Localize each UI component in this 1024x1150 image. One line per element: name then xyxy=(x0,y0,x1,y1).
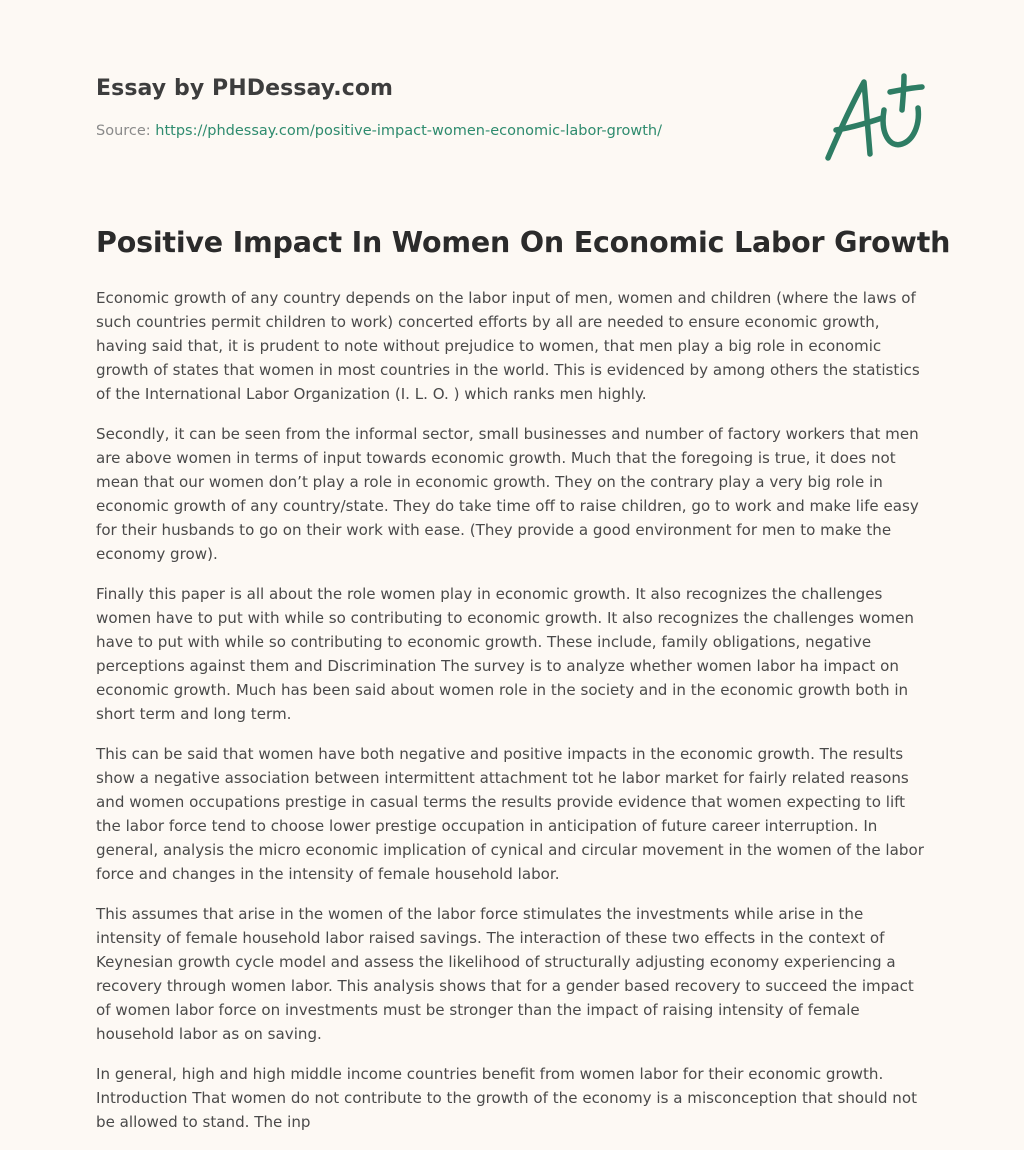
site-title: Essay by PHDessay.com xyxy=(96,76,394,101)
essay-body xyxy=(96,286,928,1150)
essay-paragraph: In general, high and high middle income countries benefit from women labor for their economic growth. Introduction That women do not contribute to the growth of the economy is a misconception that should not be allowed to stand. The inp xyxy=(96,1065,917,1131)
essay-paragraph: This assumes that arise in the women of the labor force stimulates the investments while arise in the intensity of female household labor raised savings. The interaction of these two effects in the context of Keynesian growth cycle model and assess the likelihood of structurally adjusting economy experiencing a recovery through women labor. This analysis shows that for a gender based recovery to succeed the impact of women labor force on investments must be stronger than the impact of raising intensity of female household labor as on saving. xyxy=(96,905,914,1043)
source-label: Source: xyxy=(96,123,156,139)
a-plus-grade-icon xyxy=(818,68,930,166)
essay-title: Positive Impact In Women On Economic Labor Growth xyxy=(96,226,951,259)
essay-paragraph: This can be said that women have both negative and positive impacts in the economic growth. The results show a negative association between intermittent attachment tot he labor market for fairly related reasons and women occupations prestige in casual terms the results provide evidence that women expecting to lift the labor force tend to choose lower prestige occupation in anticipation of future career interruption. In general, analysis the micro economic implication of cynical and circular movement in the women of the labor force and changes in the intensity of female household labor. xyxy=(96,745,924,883)
source-line xyxy=(96,123,662,139)
source-link[interactable]: https://phdessay.com/positive-impact-women-economic-labor-growth/ xyxy=(155,123,662,139)
essay-paragraph: Finally this paper is all about the role women play in economic growth. It also recognizes the challenges women have to put with while so contributing to economic growth. It also recognizes the challenges women have to put with while so contributing to economic growth. These include, family obligations, negative perceptions against them and Discrimination The survey is to analyze whether women labor ha impact on economic growth. Much has been said about women role in the society and in the economic growth both in short term and long term. xyxy=(96,585,914,723)
essay-paragraph: Economic growth of any country depends on the labor input of men, women and children (where the laws of such countries permit children to work) concerted efforts by all are needed to ensure economic growth, having said that, it is prudent to note without prejudice to women, that men play a big role in economic growth of states that women in most countries in the world. This is evidenced by among others the statistics of the International Labor Organization (I. L. O. ) which ranks men highly. xyxy=(96,289,920,403)
essay-paragraph: Secondly, it can be seen from the informal sector, small businesses and number of factory workers that men are above women in terms of input towards economic growth. Much that the foregoing is true, it does not mean that our women don’t play a role in economic growth. They on the contrary play a very big role in economic growth of any country/state. They do take time off to raise children, go to work and make life easy for their husbands to go on their work with ease. (They provide a good environment for men to make the economy grow). xyxy=(96,425,919,563)
